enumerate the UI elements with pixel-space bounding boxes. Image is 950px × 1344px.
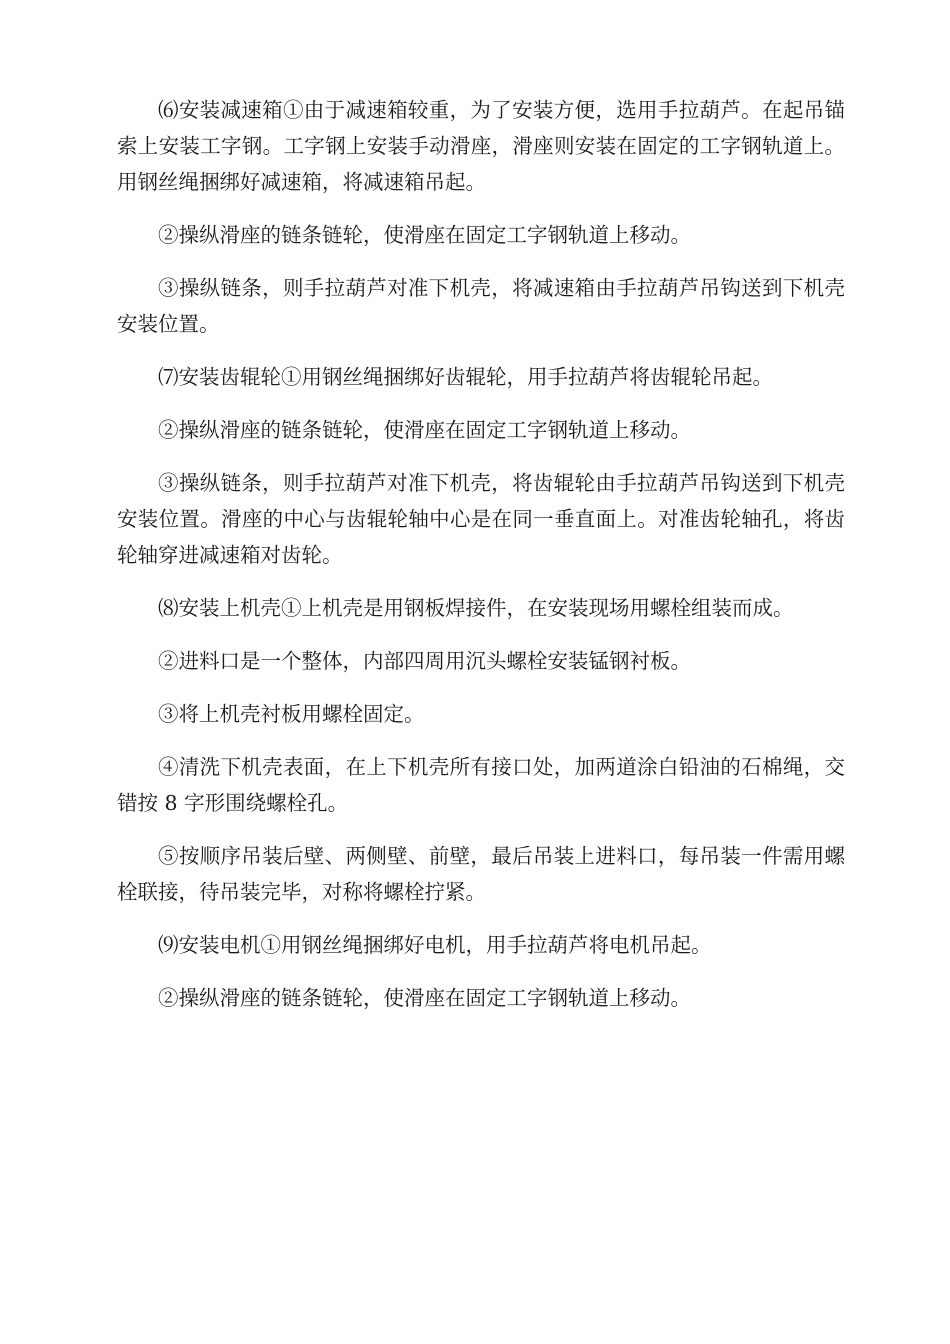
paragraph-step-6-2: ②操纵滑座的链条链轮，使滑座在固定工字钢轨道上移动。 <box>158 223 691 247</box>
paragraph-step-9-2: ②操纵滑座的链条链轮，使滑座在固定工字钢轨道上移动。 <box>158 986 691 1010</box>
paragraph-step-6-3: ③操纵链条，则手拉葫芦对准下机壳，将减速箱由手拉葫芦吊钩送到下机壳安装位置。 <box>117 276 845 336</box>
paragraph-step-8: ⑻安装上机壳①上机壳是用钢板焊接件，在安装现场用螺栓组装而成。 <box>158 596 794 620</box>
paragraph-step-8-4: ④清洗下机壳表面，在上下机壳所有接口处，加两道涂白铅油的石棉绳，交错按 8 字形围绕螺栓孔。 <box>117 755 845 815</box>
paragraph-step-8-3: ③将上机壳衬板用螺栓固定。 <box>158 702 425 726</box>
paragraph-step-7: ⑺安装齿辊轮①用钢丝绳捆绑好齿辊轮，用手拉葫芦将齿辊轮吊起。 <box>158 365 773 389</box>
paragraph-step-7-3: ③操纵链条，则手拉葫芦对准下机壳，将齿辊轮由手拉葫芦吊钩送到下机壳安装位置。滑座的中心与齿辊轮轴中心是在同一垂直面上。对准齿轮轴孔，将齿轮轴穿进减速箱对齿轮。 <box>117 471 845 567</box>
paragraph-step-6: ⑹安装减速箱①由于减速箱较重，为了安装方便，选用手拉葫芦。在起吊锚索上安装工字钢。工字钢上安装手动滑座，滑座则安装在固定的工字钢轨道上。用钢丝绳捆绑好减速箱，将减速箱吊起。 <box>117 98 845 194</box>
paragraph-step-9: ⑼安装电机①用钢丝绳捆绑好电机，用手拉葫芦将电机吊起。 <box>158 933 712 957</box>
paragraph-step-7-2: ②操纵滑座的链条链轮，使滑座在固定工字钢轨道上移动。 <box>158 418 691 442</box>
paragraph-step-8-5: ⑤按顺序吊装后壁、两侧壁、前壁，最后吊装上进料口，每吊装一件需用螺栓联接，待吊装完毕，对称将螺栓拧紧。 <box>117 844 845 904</box>
paragraph-step-8-2: ②进料口是一个整体，内部四周用沉头螺栓安装锰钢衬板。 <box>158 649 691 673</box>
document-body <box>117 92 845 1033</box>
